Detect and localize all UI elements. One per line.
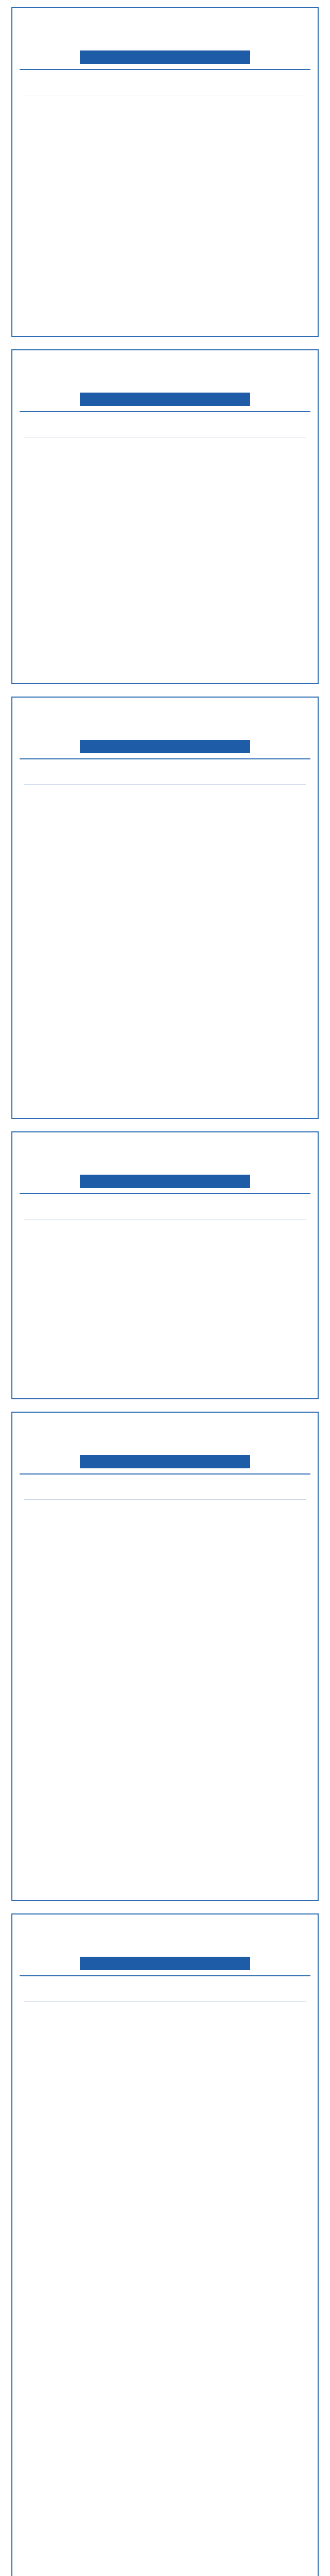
province-header	[12, 350, 318, 412]
province-card-shandong	[11, 7, 319, 337]
document-reference-badge	[80, 393, 250, 406]
province-card-zhejiang	[11, 1913, 319, 2576]
province-header	[12, 1132, 318, 1194]
province-header	[12, 8, 318, 70]
province-body	[12, 1194, 318, 1251]
paragraph-divider	[24, 1499, 306, 1500]
policy-paragraph	[24, 1984, 306, 1996]
policy-paragraph	[24, 1482, 306, 1494]
province-card-hubei	[11, 697, 319, 1119]
policy-paragraph	[24, 767, 306, 779]
policy-paragraph	[24, 1225, 306, 1237]
province-header	[12, 1413, 318, 1475]
province-body	[12, 1976, 318, 2033]
policy-paragraph	[24, 77, 306, 90]
paragraph-divider	[24, 784, 306, 785]
province-title	[12, 1422, 318, 1451]
province-header	[12, 1914, 318, 1976]
policy-paragraph	[24, 790, 306, 802]
province-body	[12, 412, 318, 469]
province-title	[12, 707, 318, 736]
policy-paragraph	[24, 419, 306, 432]
document-reference-badge	[80, 1957, 250, 1970]
province-card-shanxi	[11, 349, 319, 684]
document-reference-badge	[80, 1455, 250, 1468]
policy-paragraph	[24, 2007, 306, 2019]
province-card-jiangsu	[11, 1412, 319, 1901]
province-card-hunan	[11, 1131, 319, 1399]
policy-paragraph	[24, 1201, 306, 1214]
province-title	[12, 1924, 318, 1953]
paragraph-divider	[24, 2001, 306, 2002]
province-body	[12, 1475, 318, 1532]
province-body	[12, 70, 318, 127]
document-reference-badge	[80, 740, 250, 753]
province-body	[12, 759, 318, 817]
policy-paragraph	[24, 100, 306, 113]
document-reference-badge	[80, 1175, 250, 1188]
document-reference-badge	[80, 50, 250, 64]
policy-paragraph	[24, 1505, 306, 1517]
province-header	[12, 698, 318, 759]
province-title	[12, 18, 318, 46]
province-title	[12, 1142, 318, 1171]
policy-paragraph	[24, 443, 306, 455]
province-title	[12, 360, 318, 388]
